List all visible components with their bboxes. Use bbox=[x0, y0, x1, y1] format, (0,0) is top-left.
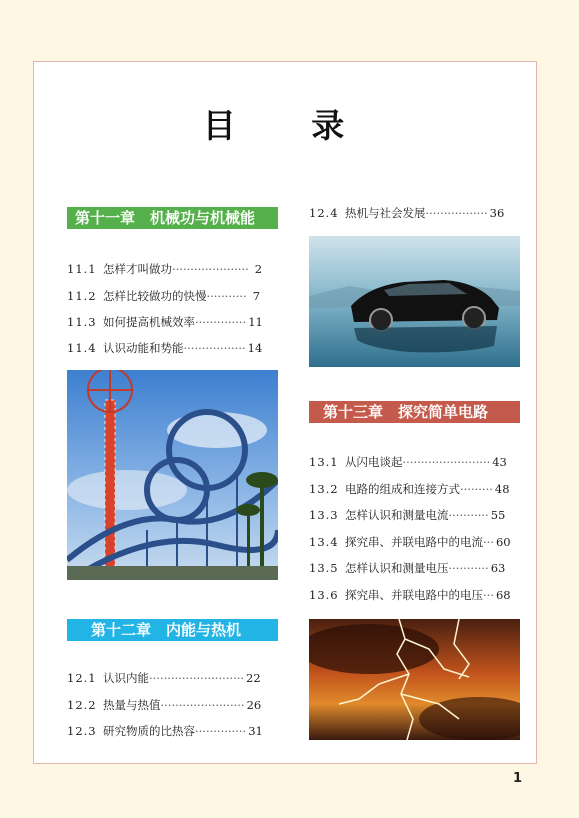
lightning-image bbox=[309, 619, 520, 740]
toc-entry-13-3[interactable]: 13.3 怎样认识和测量电流··········· 55 bbox=[309, 508, 506, 522]
toc-entry-12-4[interactable]: 12.4 热机与社会发展················· 36 bbox=[309, 206, 505, 220]
toc-entry-11-4[interactable]: 11.4 认识动能和势能················· 14 bbox=[67, 341, 263, 355]
toc-entry-11-3[interactable]: 11.3 如何提高机械效率·············· 11 bbox=[67, 315, 263, 329]
chapter-12-heading: 第十二章 内能与热机 bbox=[67, 619, 278, 641]
toc-entry-13-2[interactable]: 13.2 电路的组成和连接方式········· 48 bbox=[309, 482, 510, 496]
toc-entry-12-3[interactable]: 12.3 研究物质的比热容·············· 31 bbox=[67, 724, 263, 738]
toc-entry-13-5[interactable]: 13.5 怎样认识和测量电压··········· 63 bbox=[309, 561, 506, 575]
chapter-13-heading: 第十三章 探究简单电路 bbox=[309, 401, 520, 423]
toc-entry-13-6[interactable]: 13.6 探究串、并联电路中的电压··· 68 bbox=[309, 588, 511, 602]
page-number: 1 bbox=[513, 771, 523, 786]
toc-entry-13-4[interactable]: 13.4 探究串、并联电路中的电流··· 60 bbox=[309, 535, 511, 549]
toc-entry-12-1[interactable]: 12.1 认识内能·························· 22 bbox=[67, 671, 261, 685]
toc-entry-11-2[interactable]: 11.2 怎样比较做功的快慢··········· 7 bbox=[67, 289, 261, 303]
toc-entry-12-2[interactable]: 12.2 热量与热值······················· 26 bbox=[67, 698, 262, 712]
toc-entry-11-1[interactable]: 11.1 怎样才叫做功····················· 2 bbox=[67, 262, 263, 276]
roller-coaster-image bbox=[67, 370, 278, 580]
car-image bbox=[309, 236, 520, 367]
page-title: 目 录 bbox=[202, 106, 377, 145]
toc-entry-13-1[interactable]: 13.1 从闪电谈起························ 43 bbox=[309, 455, 507, 469]
chapter-11-heading: 第十一章 机械功与机械能 bbox=[67, 207, 278, 229]
